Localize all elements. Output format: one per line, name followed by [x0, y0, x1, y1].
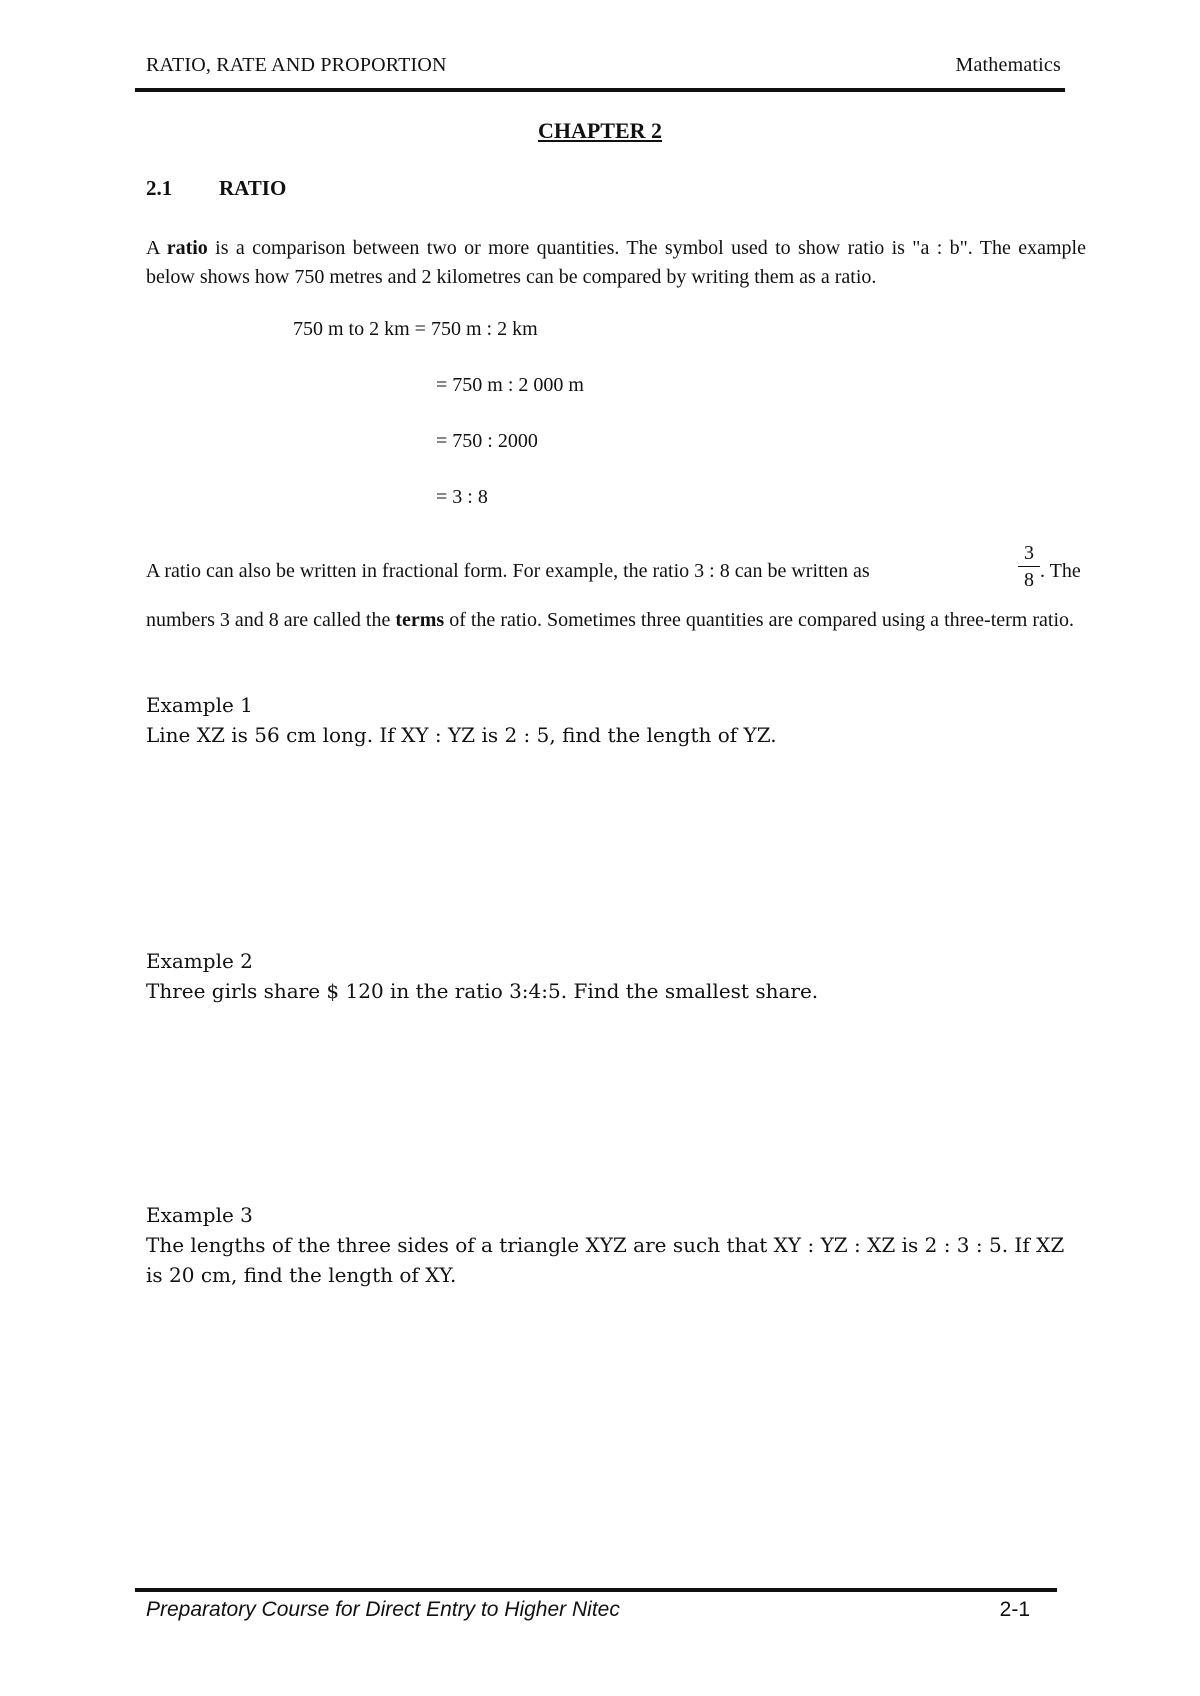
fraction-denominator: 8 — [1024, 569, 1034, 591]
example-1-label: Example 1 — [146, 693, 253, 717]
chapter-title: CHAPTER 2 — [537, 118, 663, 143]
footer-course-title: Preparatory Course for Direct Entry to Higher Nitec — [146, 1598, 620, 1621]
example-3-label: Example 3 — [146, 1203, 253, 1227]
example-2-question: Three girls share $ 120 in the ratio 3:4:5. Find the smallest share. — [146, 979, 819, 1003]
fraction-paragraph-text-rest: of the ratio. Sometimes three quantities are compared using a three-term ratio. — [444, 609, 1074, 631]
fraction-paragraph-text: numbers 3 and 8 are called the — [146, 609, 396, 631]
running-header-title: RATIO, RATE AND PROPORTION — [146, 54, 447, 76]
fraction-numerator: 3 — [1024, 542, 1034, 564]
working-line-1: 750 m to 2 km = 750 m : 2 km — [293, 318, 538, 340]
intro-paragraph — [146, 234, 1086, 292]
example-1 — [146, 690, 1086, 750]
section-title: RATIO — [219, 176, 287, 200]
intro-text-start: A — [146, 237, 167, 259]
fraction-paragraph-after: . The — [1040, 560, 1081, 582]
fraction-paragraph-line-2 — [146, 606, 1086, 635]
page-number: 2-1 — [999, 1598, 1030, 1621]
fraction-bar — [1018, 566, 1040, 567]
working-line-2: = 750 m : 2 000 m — [436, 374, 584, 396]
working-line-3: = 750 : 2000 — [436, 430, 538, 452]
section-number: 2.1 — [146, 176, 173, 200]
example-1-question: Line XZ is 56 cm long. If XY : YZ is 2 : 5, find the length of YZ. — [146, 723, 777, 747]
header-rule — [135, 88, 1065, 92]
example-2-label: Example 2 — [146, 949, 253, 973]
example-3 — [146, 1200, 1086, 1290]
term-ratio: ratio — [166, 237, 208, 259]
running-header-subject: Mathematics — [955, 54, 1061, 76]
working-line-4: = 3 : 8 — [436, 486, 488, 508]
example-2 — [146, 946, 1086, 1006]
term-terms: terms — [395, 609, 445, 631]
intro-text-rest: is a comparison between two or more quantities. The symbol used to show ratio is "a : b". The example below shows how 750 metres and 2 kilometres can be compared by writing them as a ratio. — [146, 237, 1086, 288]
fraction-paragraph-line-1: A ratio can also be written in fractional form. For example, the ratio 3 : 8 can be written as — [146, 560, 870, 582]
footer-rule — [135, 1588, 1057, 1592]
fraction-three-eighths — [1018, 542, 1040, 591]
example-3-question: The lengths of the three sides of a triangle XYZ are such that XY : YZ : XZ is 2 : 3 : 5. If XZ is 20 cm, find the length of XY. — [146, 1233, 1065, 1287]
